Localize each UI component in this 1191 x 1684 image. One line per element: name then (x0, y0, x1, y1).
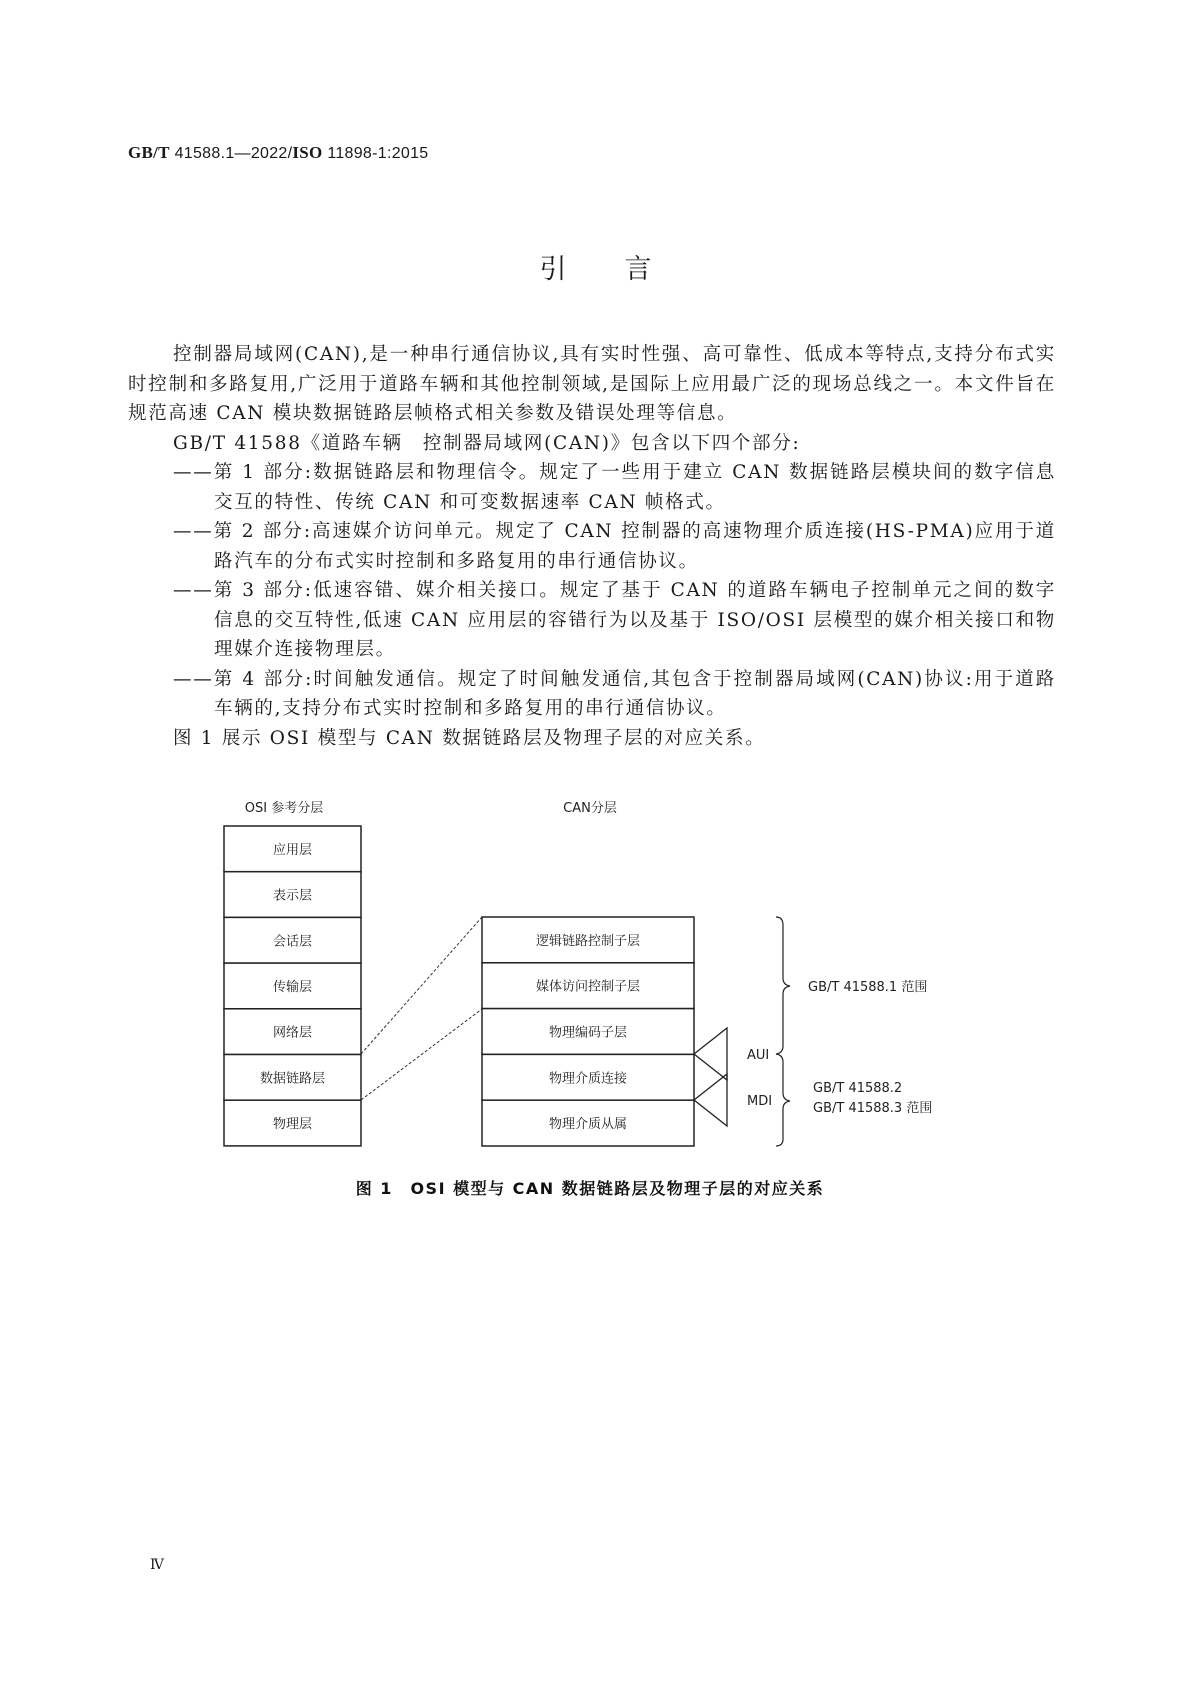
osi-layer-label: 数据链路层 (259, 1071, 326, 1087)
parts-intro: GB/T 41588《道路车辆 控制器局域网(CAN)》包含以下四个部分: (173, 432, 801, 454)
osi-layer-label: 物理层 (272, 1117, 313, 1133)
can-sublayer-label: 逻辑链路控制子层 (535, 933, 641, 949)
intro-paragraph: 控制器局域网(CAN),是一种串行通信协议,具有实时性强、高可靠性、低成本等特点,支持分布式实时控制和多路复用,广泛用于道路车辆和其他控制领域,是国际上应用最广泛的现场总线之一。本文件旨在规范高速 CAN 模块数据链路层帧格式相关参数及错误处理等信息。 (128, 344, 1056, 424)
aui-label: AUI (747, 1048, 770, 1063)
page-number: Ⅳ (150, 1557, 164, 1573)
aui-interface-triangle (694, 1028, 727, 1080)
scope-41588-2: GB/T 41588.2 (813, 1081, 903, 1096)
osi-layer-label: 应用层 (272, 842, 313, 858)
scope-41588-1: GB/T 41588.1 范围 (808, 980, 928, 995)
can-sublayer-label: 媒体访问控制子层 (535, 979, 641, 995)
scope-brace (776, 917, 790, 1146)
can-sublayer-label: 物理介质连接 (548, 1071, 628, 1087)
mapping-line-bottom (361, 1009, 482, 1100)
part-item: ——第 2 部分:高速媒介访问单元。规定了 CAN 控制器的高速物理介质连接(HS-PMA)应用于道路汽车的分布式实时控制和多路复用的串行通信协议。 (173, 521, 1056, 572)
iso-prefix: ISO (292, 143, 323, 162)
osi-layer-stack (224, 826, 361, 1146)
page-title: 引言 (539, 254, 710, 285)
part-item: ——第 3 部分:低速容错、媒介相关接口。规定了基于 CAN 的道路车辆电子控制单元之间的数字信息的交互特性,低速 CAN 应用层的容错行为以及基于 ISO/OSI 层模型的媒介相关接口和物理媒介连接物理层。 (173, 580, 1056, 660)
osi-heading: OSI 参考分层 (244, 801, 324, 816)
figure-caption: 图 1 OSI 模型与 CAN 数据链路层及物理子层的对应关系 (355, 1179, 825, 1198)
can-heading: CAN分层 (563, 801, 617, 816)
osi-layer-label: 传输层 (272, 979, 313, 995)
std-prefix: GB/T (128, 143, 170, 162)
mapping-line-top (361, 917, 482, 1054)
part-item: ——第 1 部分:数据链路层和物理信令。规定了一些用于建立 CAN 数据链路层模块间的数字信息交互的特性、传统 CAN 和可变数据速率 CAN 帧格式。 (173, 462, 1056, 513)
mdi-interface-triangle (694, 1074, 727, 1126)
can-layer-stack (482, 917, 694, 1146)
scope-41588-3: GB/T 41588.3 范围 (813, 1101, 933, 1116)
osi-layer-label: 会话层 (272, 934, 313, 950)
std-number: 41588.1—2022/ (174, 145, 293, 162)
iso-number: 11898-1:2015 (327, 145, 429, 162)
figure-intro: 图 1 展示 OSI 模型与 CAN 数据链路层及物理子层的对应关系。 (173, 727, 766, 749)
can-sublayer-label: 物理介质从属 (548, 1117, 628, 1133)
osi-layer-label: 表示层 (272, 888, 313, 904)
part-item: ——第 4 部分:时间触发通信。规定了时间触发通信,其包含于控制器局域网(CAN)协议:用于道路车辆的,支持分布式实时控制和多路复用的串行通信协议。 (173, 668, 1056, 719)
can-sublayer-label: 物理编码子层 (548, 1025, 628, 1041)
osi-layer-label: 网络层 (272, 1025, 313, 1041)
mdi-label: MDI (747, 1094, 773, 1109)
